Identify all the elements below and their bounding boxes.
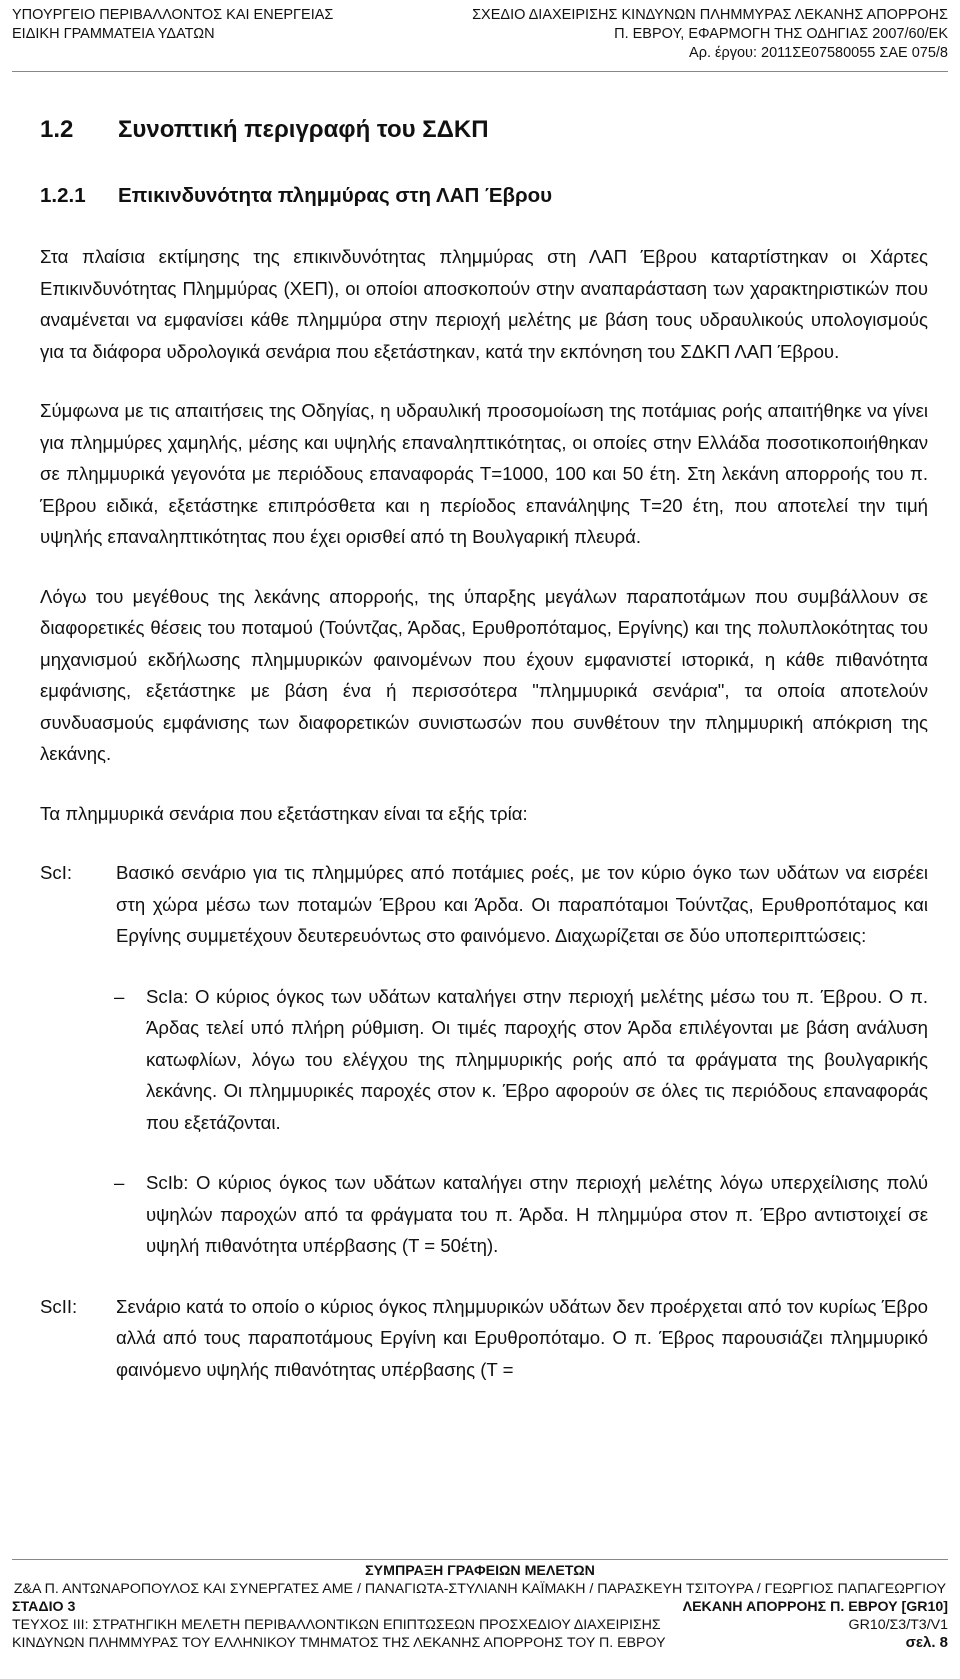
paragraph: Στα πλαίσια εκτίμησης της επικινδυνότητας πλημμύρας στη ΛΑΠ Έβρου καταρτίστηκαν οι Χάρτες Επικινδυνότητας Πλημμύρας (ΧΕΠ), οι οποίοι αποσκοπούν στην αναπαράσταση των χαρακτηριστικών που αναμένεται να εμφανίσει κάθε πλημμύρα στην περιοχή μελέτης με βάση τους υδραυλικούς υπολογισμούς για τα διάφορα υδρολογικά σενάρια που εξετάστηκαν, κατά την εκπόνηση του ΣΔΚΠ ΛΑΠ Έβρου. [40,246,928,362]
consortium-title: ΣΥΜΠΡΑΞΗ ΓΡΑΦΕΙΩΝ ΜΕΛΕΤΩΝ [365,1563,595,1579]
subscenario-text: ScIb: Ο κύριος όγκος των υδάτων καταλήγει στην περιοχή μελέτης λόγω υπερχείλισης πολύ υψηλών παροχών από τα φράγματα του π. Άρδα. Η πλημμύρα στον π. Έβρο αντιστοιχεί σε υψηλή πιθανότητα υπέρβασης (Τ = 50έτη). [146,1172,928,1256]
volume-title-cont: ΚΙΝΔΥΝΩΝ ΠΛΗΜΜΥΡΑΣ ΤΟΥ ΕΛΛΗΝΙΚΟΥ ΤΜΗΜΑΤΟΣ ΤΗΣ ΛΕΚΑΝΗΣ ΑΠΟΡΡΟΗΣ ΤΟΥ Π. ΕΒΡΟΥ [12,1635,666,1651]
scenario-scii [40,1291,928,1386]
dash-bullet: – [114,1172,125,1193]
dash-bullet: – [114,985,125,1007]
project-number: Αρ. έργου: 2011ΣΕ07580055 ΣΑΕ 075/8 [689,45,948,61]
paragraph: Λόγω του μεγέθους της λεκάνης απορροής, της ύπαρξης μεγάλων παραποτάμων που συμβάλλουν σε διαφορετικές θέσεις του ποταμού (Τούντζας, Άρδας, Ερυθροπόταμος, Εργίνης) και της πολυπλοκότητας του μηχανισμού εκδήλωσης πλημμυρικών φαινομένων που έχουν εμφανιστεί ιστορικά, η κάθε πιθανότητα εμφάνισης, εξετάστηκε με βάση ένα ή περισσότερα "πλημμυρικά σενάρια", τα οποία αποτελούν συνδυασμούς εμφάνισης των διαφορετικών συνιστωσών που συνθέτουν την πλημμυρική απόκριση της λεκάνης. [40,585,928,764]
page-header [12,6,948,63]
subsection-title: Επικινδυνότητα πλημμύρας στη ΛΑΠ Έβρου [118,184,553,207]
section-number: 1.2 [40,116,74,143]
scenario-label: ScI: [40,862,73,883]
page-number: σελ. 8 [905,1634,948,1651]
subsection-heading [40,181,928,211]
plan-title: ΣΧΕΔΙΟ ΔΙΑΧΕΙΡΙΣΗΣ ΚΙΝΔΥΝΩΝ ΠΛΗΜΜΥΡΑΣ ΛΕΚΑΝΗΣ ΑΠΟΡΡΟΗΣ [472,7,948,23]
subscenario-text: ScIa: Ο κύριος όγκος των υδάτων καταλήγει στην περιοχή μελέτης μέσω του π. Έβρου. Ο π. Άρδας τελεί υπό πλήρη ρύθμιση. Οι τιμές παροχής στον Άρδα επιλέγονται με βάση ανάλυση κατωφλίων, λόγω του ελέγχου της πλημμυρικής ροής από τα φράγματα της βουλγαρικής λεκάνης. Οι πλημμυρικές παροχές στον κ. Έβρο αφορούν σε όλες τις περιόδους επαναφοράς που εξετάζονται. [146,985,928,1133]
consortium-members: Ζ&Α Π. ΑΝΤΩΝΑΡΟΠΟΥΛΟΣ ΚΑΙ ΣΥΝΕΡΓΑΤΕΣ ΑΜΕ / ΠΑΝΑΓΙΩΤΑ-ΣΤΥΛΙΑΝΗ ΚΑΪΜΑΚΗ / ΠΑΡΑΣΚΕΥΗ ΤΣΙΤΟΥΡΑ / ΓΕΩΡΓΙΟΣ ΠΑΠΑΓΕΩΡΓΙΟΥ [13,1581,947,1597]
header-divider [12,71,948,72]
volume-title: ΤΕΥΧΟΣ ΙΙΙ: ΣΤΡΑΤΗΓΙΚΗ ΜΕΛΕΤΗ ΠΕΡΙΒΑΛΛΟΝΤΙΚΩΝ ΕΠΙΠΤΩΣΕΩΝ ΠΡΟΣΧΕΔΙΟΥ ΔΙΑΧΕΙΡΙΣΗΣ [12,1617,661,1633]
subscenario-scib [100,1167,928,1262]
page-footer [12,1562,948,1652]
plan-subtitle: Π. ΕΒΡΟΥ, ΕΦΑΡΜΟΓΗ ΤΗΣ ΟΔΗΓΙΑΣ 2007/60/ΕΚ [614,26,948,42]
subscenario-scia [100,981,928,1139]
scenario-text: Βασικό σενάριο για τις πλημμύρες από ποτάμιες ροές, με τον κύριο όγκο των υδάτων να εισρέει στη χώρα μέσω των ποταμών Έβρου και Άρδα. Οι παραπόταμοι Τούντζας, Ερυθροπόταμος και Εργίνης συμμετέχουν δευτερευόντως στο φαινόμενο. Διαχωρίζεται σε δύο υποπεριπτώσεις: [116,862,928,946]
scenario-sci [40,857,928,952]
subsection-number: 1.2.1 [40,184,86,207]
stage-label: ΣΤΑΔΙΟ 3 [12,1599,76,1615]
page-body [40,115,928,1414]
document-code: GR10/Σ3/Τ3/V1 [848,1617,948,1633]
basin-label: ΛΕΚΑΝΗ ΑΠΟΡΡΟΗΣ Π. ΕΒΡΟΥ [GR10] [682,1599,948,1615]
paragraph: Τα πλημμυρικά σενάρια που εξετάστηκαν είναι τα εξής τρία: [40,802,528,824]
paragraph: Σύμφωνα με τις απαιτήσεις της Οδηγίας, η υδραυλική προσομοίωση της ποτάμιας ροής απαιτήθηκε να γίνει για πλημμύρες χαμηλής, μέσης και υψηλής επαναληπτικότητας, οι οποίες στην Ελλάδα ποσοτικοποιήθηκαν σε πλημμυρικά γεγονότα με περιόδους επαναφοράς Τ=1000, 100 και 50 έτη. Στη λεκάνη απορροής του π. Έβρου ειδικά, εξετάστηκε επιπρόσθετα και η περίοδος επανάληψης Τ=20 έτη, που αποτελεί την τιμή υψηλής επαναληπτικότητας που έχει ορισθεί από τη Βουλγαρική πλευρά. [40,400,928,547]
scenario-label: ScII: [40,1295,78,1317]
section-heading [40,115,928,145]
ministry-name: ΥΠΟΥΡΓΕΙΟ ΠΕΡΙΒΑΛΛΟΝΤΟΣ ΚΑΙ ΕΝΕΡΓΕΙΑΣ [12,7,334,23]
section-title: Συνοπτική περιγραφή του ΣΔΚΠ [118,116,489,143]
secretariat-name: ΕΙΔΙΚΗ ΓΡΑΜΜΑΤΕΙΑ ΥΔΑΤΩΝ [12,26,215,42]
scenario-text: Σενάριο κατά το οποίο ο κύριος όγκος πλημμυρικών υδάτων δεν προέρχεται από τον κυρίως Έβρο αλλά από τους παραποτάμους Εργίνη και Ερυθροπόταμο. Ο π. Έβρος παρουσιάζει πλημμυρικό φαινόμενο υψηλής πιθανότητας υπέρβασης (Τ = [116,1295,928,1380]
footer-divider [12,1559,948,1560]
